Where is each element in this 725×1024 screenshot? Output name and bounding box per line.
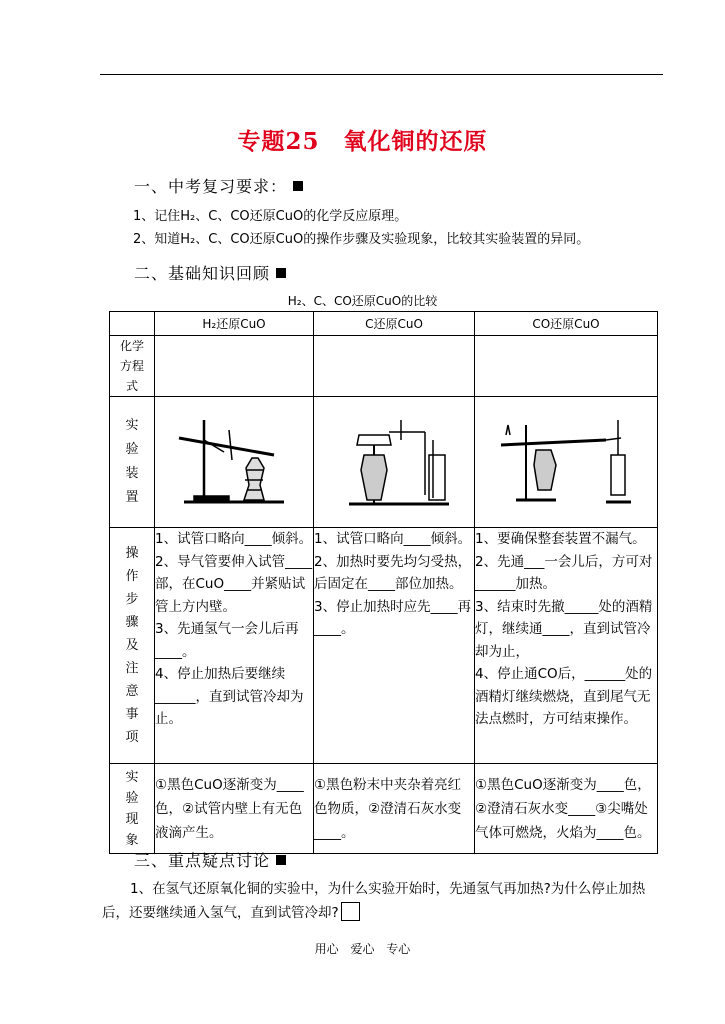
square-bullet-icon	[276, 855, 286, 865]
col-header-c: C还原CuO	[314, 312, 475, 336]
requirement-2: 2、知道H₂、C、CO还原CuO的操作步骤及实验现象，比较其实验装置的异同。	[133, 232, 590, 247]
requirement-1: 1、记住H₂、C、CO还原CuO的化学反应原理。	[133, 209, 408, 224]
step-co-4: 4、停止通CO后，______处的酒精灯继续燃烧，直到尾气无法点燃时，方可结束操作。	[475, 666, 653, 727]
equation-h2-cell	[155, 336, 314, 397]
step-h2-2: 2、导气管要伸入试管____部，在CuO____并紧贴试管上方内壁。	[155, 553, 313, 615]
equation-co-cell	[475, 336, 658, 397]
steps-h2-cell	[155, 528, 314, 764]
step-c-3: 3、停止加热时应先____再____。	[314, 598, 472, 637]
phenomena-h2-cell: ①黑色CuO逐渐变为____色，②试管内壁上有无色液滴产生。	[155, 764, 314, 854]
row-label-phenomena: 实验现象	[110, 764, 155, 854]
step-c-2: 2、加热时要先均匀受热，后固定在____部位加热。	[314, 553, 472, 592]
row-label-steps: 操作步骤及注意事项	[110, 528, 155, 764]
answer-box-icon	[341, 902, 360, 921]
discussion-question: 1、在氢气还原氧化铜的实验中，为什么实验开始时，先通氢气再加热?为什么停止加热后，还要继续通入氢气，直到试管冷却?	[102, 881, 646, 921]
table-caption: H₂、C、CO还原CuO的比较	[287, 294, 438, 308]
apparatus-co-cell	[475, 397, 658, 528]
step-h2-3: 3、先通氢气一会儿后再____。	[155, 621, 299, 660]
step-h2-1: 1、试管口略向____倾斜。	[155, 531, 313, 547]
header-rule	[100, 74, 663, 75]
step-co-3: 3、结束时先撤_____处的酒精灯，继续通____，直到试管冷却为止，	[475, 598, 653, 660]
col-header-h2: H₂还原CuO	[155, 312, 314, 336]
page-footer: 用心 爱心 专心	[314, 942, 411, 956]
apparatus-c-cell	[314, 397, 475, 528]
phenomena-co-cell: ①黑色CuO逐渐变为____色，②澄清石灰水变____③尖嘴处气体可燃烧，火焰为____色。	[475, 764, 658, 854]
phenomena-c-cell: ①黑色粉末中夹杂着亮红色物质，②澄清石灰水变____。	[314, 764, 475, 854]
apparatus-co-drawing	[496, 410, 636, 510]
page-title: 专题25 氧化铜的还原	[237, 128, 488, 155]
apparatus-c-drawing	[329, 410, 459, 510]
comparison-table	[109, 311, 658, 854]
apparatus-h2-drawing	[174, 410, 294, 510]
col-header-co: CO还原CuO	[475, 312, 658, 336]
section2-heading: 二、基础知识回顾	[134, 261, 286, 284]
equation-c-cell	[314, 336, 475, 397]
apparatus-h2-cell	[155, 397, 314, 528]
step-c-1: 1、试管口略向____倾斜。	[314, 531, 472, 547]
step-co-1: 1、要确保整套装置不漏气。	[475, 531, 646, 547]
corner-cell	[110, 312, 155, 336]
row-label-equation: 化学方程式	[110, 336, 155, 397]
row-label-apparatus: 实验装置	[110, 397, 155, 528]
square-bullet-icon	[276, 268, 286, 278]
step-h2-4: 4、停止加热后要继续______，直到试管冷却为止。	[155, 666, 304, 727]
section1-heading: 一、中考复习要求：	[134, 174, 303, 197]
section3-heading: 三、重点疑点讨论	[134, 848, 286, 871]
step-co-2: 2、先通___一会儿后，方可对______加热。	[475, 553, 653, 592]
steps-co-cell	[475, 528, 658, 764]
steps-c-cell	[314, 528, 475, 764]
square-bullet-icon	[293, 181, 303, 191]
